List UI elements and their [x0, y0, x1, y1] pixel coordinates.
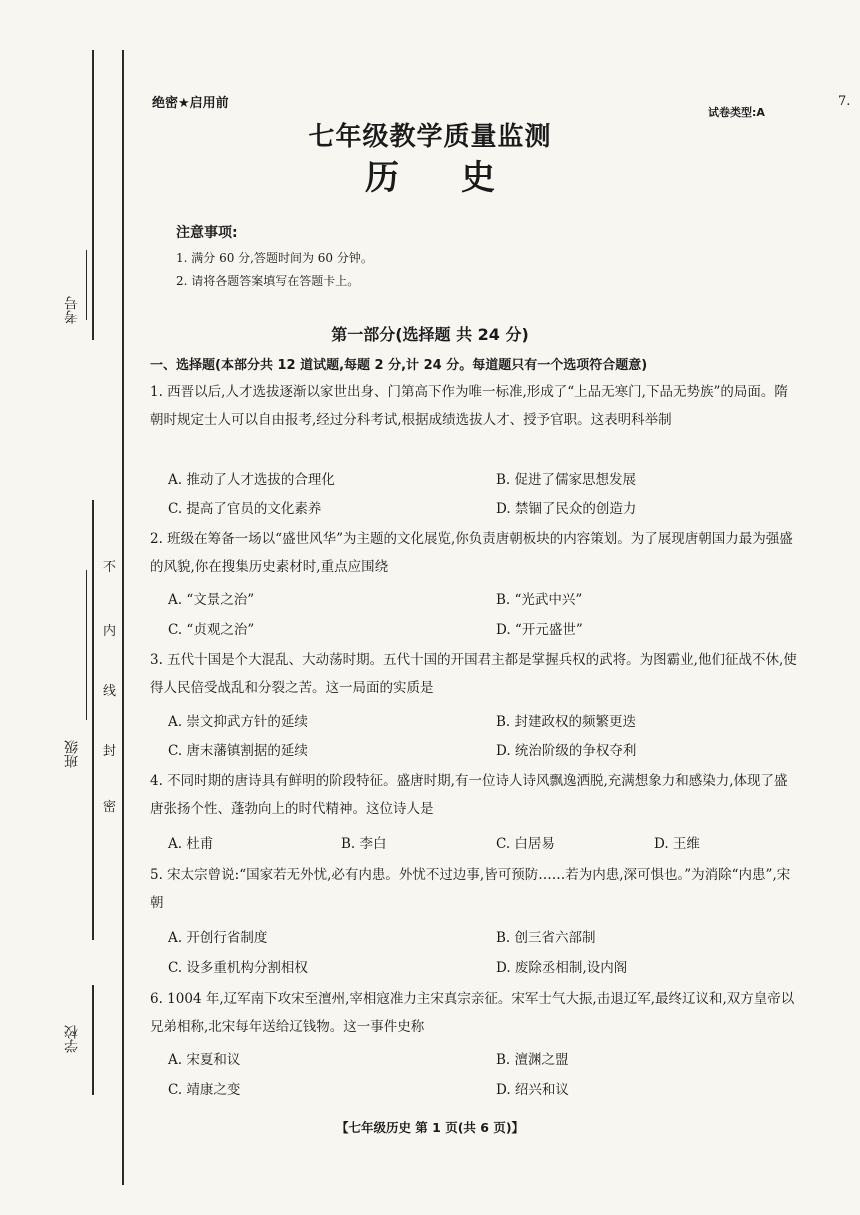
question-stem-1: 1. 西晋以后,人才选拔逐渐以家世出身、门第高下作为唯一标准,形成了“上品无寒门,下品无势族”的局面。隋朝时规定士人可以自由报考,经过分科考试,根据成绩选拔人才、授予官职。这表明科举制	[150, 384, 788, 428]
q4-option-c: C. 白居易	[496, 836, 555, 852]
seal-char-nei: 内	[103, 624, 117, 639]
question-stem-6: 6. 1004 年,辽军南下攻宋至澶州,宰相寇准力主宋真宗亲征。宋军士气大振,击退辽军,最终辽议和,双方皇帝以兄弟相称,北宋每年送给辽钱物。这一事件史称	[150, 991, 795, 1035]
page-footer: 【七年级历史 第 1 页(共 6 页)】	[335, 1120, 525, 1135]
notice-heading: 注意事项:	[176, 225, 238, 241]
binding-line-outer-lower	[92, 500, 94, 940]
q6-option-a: A. 宋夏和议	[168, 1052, 241, 1068]
exam-title: 七年级教学质量监测	[308, 122, 552, 152]
q6-option-c: C. 靖康之变	[168, 1082, 241, 1098]
q6-option-b: B. 澶渊之盟	[496, 1052, 569, 1068]
seal-char-feng: 封	[103, 744, 117, 759]
section-title: 一、选择题(本部分共 12 道试题,每题 2 分,计 24 分。每道题只有一个选项符合题意)	[150, 358, 648, 373]
part-title: 第一部分(选择题 共 24 分)	[331, 325, 529, 344]
q5-option-c: C. 设多重机构分割相权	[168, 960, 308, 976]
q5-option-d: D. 废除丞相制,设内阁	[496, 960, 628, 976]
confidential-label: 绝密★启用前	[152, 96, 229, 111]
exam-no-blank	[86, 250, 87, 320]
q4-option-d: D. 王维	[654, 836, 700, 852]
q1-option-a: A. 推动了人才选拔的合理化	[168, 472, 335, 488]
exam-no-label: 考号	[64, 296, 80, 324]
notice-item: 1. 满分 60 分,答题时间为 60 分钟。	[176, 251, 373, 265]
q4-option-b: B. 李白	[341, 836, 387, 852]
notice-item: 2. 请将各题答案填写在答题卡上。	[176, 274, 360, 288]
q3-option-d: D. 统治阶级的争权夺利	[496, 743, 637, 759]
question-stem-3: 3. 五代十国是个大混乱、大动荡时期。五代十国的开国君主都是掌握兵权的武将。为图霸业,他们征战不休,使得人民倍受战乱和分裂之苦。这一局面的实质是	[150, 652, 797, 696]
q2-option-d: D. “开元盛世”	[496, 622, 583, 638]
paper-type-label: 试卷类型:A	[708, 106, 765, 119]
q1-option-b: B. 促进了儒家思想发展	[496, 472, 637, 488]
q1-option-d: D. 禁锢了民众的创造力	[496, 501, 637, 517]
exam-subject: 历史	[365, 158, 557, 198]
seal-char-xian: 线	[103, 684, 117, 699]
q3-option-a: A. 崇文抑武方针的延续	[168, 714, 308, 730]
question-stem-4: 4. 不同时期的唐诗具有鲜明的阶段特征。盛唐时期,有一位诗人诗风飘逸洒脱,充满想象力和感染力,体现了盛唐张扬个性、蓬勃向上的时代精神。这位诗人是	[150, 773, 788, 817]
q2-option-c: C. “贞观之治”	[168, 622, 255, 638]
school-label: 学校	[64, 1025, 80, 1053]
seal-char-bu: 不	[103, 560, 117, 575]
q5-option-a: A. 开创行省制度	[168, 930, 268, 946]
q2-option-a: A. “文景之治”	[168, 592, 255, 608]
q1-option-c: C. 提高了官员的文化素养	[168, 501, 322, 517]
binding-line-inner	[122, 50, 124, 1185]
q5-option-b: B. 创三省六部制	[496, 930, 596, 946]
seal-char-mi: 密	[103, 800, 117, 815]
q3-option-c: C. 唐末藩镇割据的延续	[168, 743, 308, 759]
q4-option-a: A. 杜甫	[168, 836, 214, 852]
class-blank	[86, 570, 87, 720]
q3-option-b: B. 封建政权的频繁更迭	[496, 714, 637, 730]
question-stem-2: 2. 班级在筹备一场以“盛世风华”为主题的文化展览,你负责唐朝板块的内容策划。为了展现唐朝国力最为强盛的风貌,你在搜集历史素材时,重点应围绕	[150, 531, 793, 575]
binding-line-school	[92, 985, 94, 1095]
q6-option-d: D. 绍兴和议	[496, 1082, 569, 1098]
question-stem-5: 5. 宋太宗曾说:“国家若无外忧,必有内患。外忧不过边事,皆可预防……若为内患,深可惧也。”为消除“内患”,宋朝	[150, 867, 791, 911]
q2-option-b: B. “光武中兴”	[496, 592, 583, 608]
corner-mark: 7.	[838, 94, 851, 109]
class-label: 班级	[64, 740, 80, 768]
